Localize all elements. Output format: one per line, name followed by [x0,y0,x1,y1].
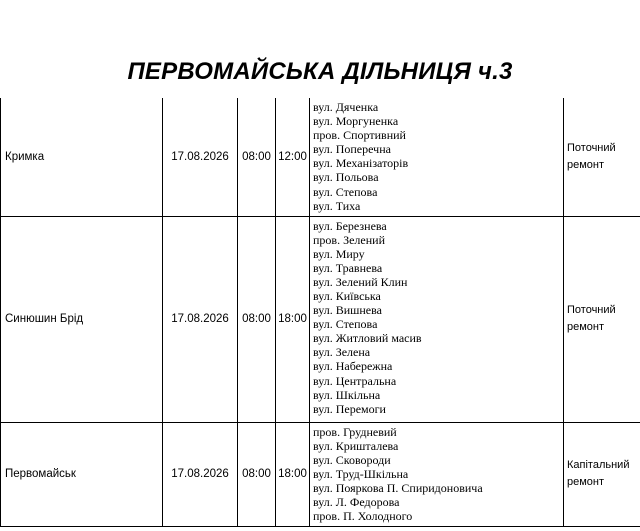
street-item: вул. Перемоги [313,401,386,416]
outage-schedule-table [0,98,640,527]
streets-cell [310,216,564,422]
street-item: вул. Поперечна [313,142,391,157]
date-cell: 17.08.2026 [163,216,238,422]
table-row [1,98,640,216]
street-item: пров. Спортивний [313,128,406,143]
end-time-cell: 18:00 [276,422,310,526]
street-item: вул. Житловий масив [313,331,422,346]
street-item: вул. Сковороди [313,452,391,467]
street-item: вул. Л. Федорова [313,494,400,509]
start-time-cell: 08:00 [238,422,276,526]
street-item: вул. Набережна [313,359,393,374]
street-item: вул. Тиха [313,198,361,213]
work-type-cell: Капітальний ремонт [564,422,640,526]
street-item: вул. Степова [313,317,378,332]
date-cell: 17.08.2026 [163,98,238,216]
streets-cell [310,98,564,216]
street-item: вул. Польова [313,170,379,185]
street-item: вул. Пояркова П. Спиридоновича [313,480,483,495]
street-item: вул. Центральна [313,373,397,388]
table-row [1,422,640,526]
street-item: пров. Зелений [313,232,386,247]
street-item: вул. Механізаторів [313,156,409,171]
street-item: пров. П. Холодного [313,509,413,524]
street-item: вул. Миру [313,246,365,261]
street-item: вул. Степова [313,184,378,199]
table-row [1,216,640,422]
street-item: вул. Зелена [313,345,371,360]
streets-cell [310,422,564,526]
start-time-cell: 08:00 [238,216,276,422]
street-item: вул. Березнева [313,218,387,233]
settlement-cell: Кримка [1,98,163,216]
street-item: вул. Зелений Клин [313,274,408,289]
street-item: вул. Київська [313,288,381,303]
work-type-cell: Поточний ремонт [564,216,640,422]
street-item: вул. Моргуненка [313,114,399,129]
page-title: ПЕРВОМАЙСЬКА ДІЛЬНИЦЯ ч.3 [127,58,513,85]
work-type-cell: Поточний ремонт [564,98,640,216]
end-time-cell: 18:00 [276,216,310,422]
end-time-cell: 12:00 [276,98,310,216]
street-item: вул. Труд-Шкільна [313,466,409,481]
street-item: вул. Вишнева [313,303,382,318]
settlement-cell: Первомайськ [1,422,163,526]
street-item: вул. Кришталева [313,438,399,453]
date-cell: 17.08.2026 [163,422,238,526]
start-time-cell: 08:00 [238,98,276,216]
street-item: вул. Травнева [313,260,383,275]
street-item: пров. Грудневий [313,424,397,439]
street-item: вул. Шкільна [313,387,381,402]
settlement-cell: Синюшин Брід [1,216,163,422]
street-item: вул. Дяченка [313,100,379,114]
